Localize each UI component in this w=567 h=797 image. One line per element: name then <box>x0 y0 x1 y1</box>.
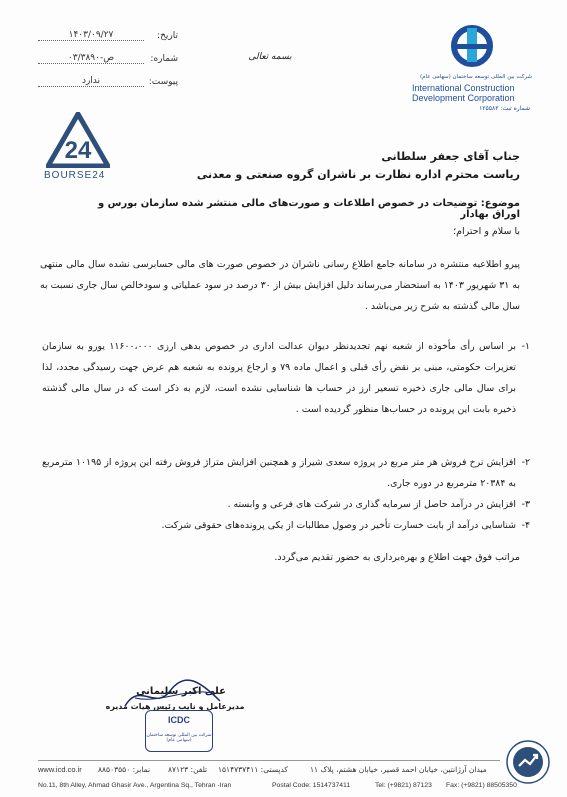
number-value: ۰۳/۳۸۹۰-ص <box>38 53 144 64</box>
attachment-value: ندارد <box>38 76 144 87</box>
recipient-title: ریاست محترم اداره نظارت بر ناشران گروه صنعتی و معدنی <box>196 168 520 181</box>
footer-phone-fa: تلفن: ۸۷۱۲۳ <box>168 765 208 774</box>
date-value: ۱۴۰۳/۰۹/۲۷ <box>38 30 144 41</box>
company-logo <box>440 22 504 68</box>
list-item-number: ۳- <box>521 499 530 510</box>
list-item-text: افزایش نرخ فروش هر متر مربع در پروژه سعدی شیراز و همچنین افزایش متراژ فروش رفته این پروژه از ۱۰۱۹۵ مترمربع به ۲۰۳۸۴ مترمربع در دوره جاری. <box>42 457 517 489</box>
footer-fax-en: Fax: (+9821) 88505350 <box>446 782 517 789</box>
list-item-number: ۲- <box>521 457 530 468</box>
subject-line: موضوع: توضیحات در خصوص اطلاعات و صورت‌های مالی منتشر شده سازمان بورس و اوراق بهادار <box>97 198 520 220</box>
stamp-logo-text: ICDC <box>168 715 190 725</box>
closing-sentence: مراتب فوق جهت اطلاع و بهره‌برداری به حضور تقدیم می‌گردد. <box>274 552 520 563</box>
org-name-en-line1: International Construction <box>412 83 515 93</box>
attachment-label: پیوست: <box>148 77 178 87</box>
signer-name: علی اکبر سلیمانی <box>136 686 226 697</box>
list-item-number: ۴- <box>521 520 530 531</box>
svg-text:24: 24 <box>64 137 92 164</box>
footer-postal-en: Postal Code: 1514737411 <box>272 782 351 789</box>
stamp-caption: شرکت بین المللی توسعه ساختمان (سهامی عام) <box>146 733 212 743</box>
company-stamp <box>145 710 213 752</box>
bourse24-watermark-logo <box>46 112 110 168</box>
registration-number: شماره ثبت: ۱۲۵۵۸۳ <box>479 105 530 112</box>
list-item-text: بر اساس رأی مأخوذه از شعبه نهم تجدیدنظر دیوان عدالت اداری در خصوص بدهی ارزی ۱۱۶۰۰،۰۰۰ یورو به سازمان تعزیرات حکومتی، مبنی بر نقض رأی قبلی و اعمال ماده ۷۹ و ارجاع پرونده به شعبه هم عرض جهت رسیدگی مجدد، لذا برای سال مالی جاری ذخیره تسعیر ارز در حساب ها شناسایی نشده است، لازم به ذکر است که در سال مالی گذشته ذخیره بابت این پرونده در حساب‌ها منظور گردیده است . <box>42 341 516 415</box>
signer-title: مدیرعامل و نایب رئیس هیات مدیره <box>105 702 245 711</box>
list-item-3 <box>42 494 530 515</box>
footer-address-en: No.11, 8th Alley, Ahmad Ghasir Ave., Argentina Sq., Tehran -Iran <box>38 782 232 789</box>
recipient-name: جناب آقای جعفر سلطانی <box>381 150 520 163</box>
footer-divider <box>38 760 500 761</box>
list-item-1 <box>42 336 530 420</box>
org-name-fa: شرکت بین المللی توسعه ساختمان (سهامی عام) <box>420 74 532 80</box>
org-name-en-line2: Development Corporation <box>412 93 515 103</box>
footer-postal-fa: کدپستی: ۱۵۱۴۷۳۷۴۱۱ <box>218 765 289 774</box>
basmala: بسمه تعالی <box>248 52 292 62</box>
greeting: با سلام و احترام؛ <box>453 226 520 237</box>
footer-address-fa: میدان آرژانتین، خیابان احمد قصیر، خیابان هشتم، پلاک ۱۱ <box>310 765 487 774</box>
footer-website: www.icd.co.ir <box>38 765 82 774</box>
date-label: تاریخ: <box>157 31 178 41</box>
number-label: شماره: <box>150 54 178 64</box>
number-field <box>38 53 178 69</box>
footer-phone-en: Tel: (+9821) 87123 <box>375 782 432 789</box>
list-item-text: شناسایی درآمد از بابت خسارت تأخیر در وصول مطالبات از یکی پرونده‌های حقوقی شرکت. <box>161 520 516 531</box>
bourse24-watermark-text: BOURSE24 <box>44 170 106 181</box>
date-field <box>38 30 178 46</box>
list-item-text: افزایش در درآمد حاصل از سرمایه گذاری در شرکت های فرعی و وابسته . <box>227 499 516 510</box>
list-item-4 <box>42 515 530 536</box>
attachment-field <box>38 76 178 92</box>
footer-fax-fa: نمابر: ۸۸۵۰۳۵۵۰ <box>98 765 151 774</box>
bottom-badge-icon <box>506 740 550 784</box>
intro-paragraph: پیرو اطلاعیه منتشره در سامانه جامع اطلاع رسانی ناشران در خصوص صورت های مالی حسابرسی نشده سال مالی منتهی به ۳۱ شهریور ۱۴۰۳ به استحضار می‌رساند دلیل افزایش بیش از ۳۰ درصد در سود عملیاتی و سودخالص سال جاری نسبت به سال مالی گذشته به شرح زیر می‌باشد . <box>40 259 520 312</box>
list-item-2 <box>42 452 530 494</box>
list-item-number: ۱- <box>521 341 530 352</box>
